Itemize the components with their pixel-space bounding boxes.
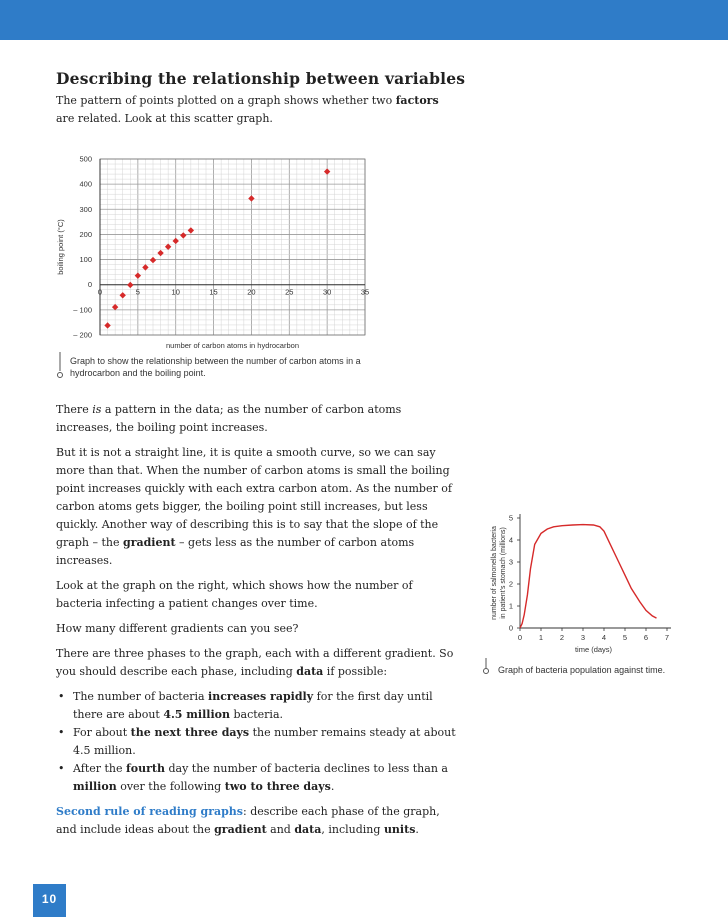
y-axis-label: boiling point (°C) [56, 219, 65, 275]
line-caption: Graph of bacteria population against time. [498, 665, 666, 675]
data-point [173, 238, 179, 244]
paragraph-3: Look at the graph on the right, which shows how the number of bacteria infecting a patient changes over time. [56, 579, 413, 610]
x-tick-label: 6 [643, 633, 649, 642]
y-tick-label: 0 [508, 623, 513, 633]
y-tick-label: 300 [79, 204, 92, 214]
y-tick-label: 0 [87, 280, 92, 290]
data-point [135, 272, 141, 278]
x-tick-label: 0 [97, 287, 103, 297]
x-tick-label: 20 [247, 287, 256, 297]
paragraph-2: But it is not a straight line, it is quite a smooth curve, so we can say more than that. When the number of carbon atoms is small the boiling point increases quickly with each extra carbon atom. As the number of carbon atoms gets bigger, the boiling point still increases, but less quickly. Another way of describing this is to say that the slope of the graph – the gradient – gets less as the number of carbon atoms increases. [56, 446, 452, 567]
x-tick-label: 2 [559, 633, 565, 642]
list-item: • For about the next three days the number remains steady at about 4.5 million. [56, 724, 458, 760]
section-heading: Describing the relationship between variables [56, 69, 466, 88]
y-tick-label: 400 [79, 179, 92, 189]
data-point [150, 257, 156, 263]
paragraph-4: How many different gradients can you see? [56, 622, 299, 635]
data-point [127, 282, 133, 288]
y-tick-label: – 100 [73, 305, 92, 315]
y-axis-label-line2: in patient's stomach (millions) [500, 527, 507, 619]
x-axis-label: time (days) [574, 645, 613, 654]
data-point [104, 322, 110, 328]
boiling-point-scatter-chart [52, 150, 382, 360]
plot-frame [97, 159, 365, 335]
data-point [248, 195, 254, 201]
y-tick-label: – 200 [73, 330, 92, 340]
bacteria-line-chart [480, 500, 680, 660]
y-tick-label: 1 [508, 601, 513, 611]
bacteria-series-line [520, 525, 657, 628]
x-tick-label: 30 [322, 287, 332, 297]
x-tick-label: 35 [360, 287, 370, 297]
header-bar [0, 0, 728, 40]
reading-rule: Second rule of reading graphs: describe each phase of the graph, and include ideas about the gradient and data, including units. [56, 805, 440, 836]
caption-marker-icon [55, 350, 65, 380]
x-tick-label: 25 [285, 287, 294, 297]
x-tick-label: 3 [580, 633, 586, 642]
data-point [324, 168, 330, 174]
data-point [157, 250, 163, 256]
y-tick-label: 4 [508, 535, 513, 545]
x-axis-label: number of carbon atoms in hydrocarbon [166, 341, 299, 350]
body-text [56, 401, 458, 846]
y-tick-label: 500 [79, 154, 92, 164]
data-point [120, 292, 126, 298]
x-tick-label: 5 [622, 633, 628, 642]
list-item: • The number of bacteria increases rapidly for the first day until there are about 4.5 million bacteria. [56, 688, 458, 724]
paragraph-5: There are three phases to the graph, each with a different gradient. So you should describe each phase, including data if possible: [56, 647, 454, 678]
y-tick-label: 2 [508, 579, 513, 589]
y-tick-label: 100 [79, 255, 92, 265]
x-tick-label: 0 [517, 633, 523, 642]
list-item: • After the fourth day the number of bacteria declines to less than a million over the following two to three days. [56, 760, 458, 796]
data-point [188, 227, 194, 233]
caption-marker-icon-2 [481, 656, 491, 678]
intro-bold-term: factors [395, 94, 439, 107]
y-axis-label-line1: number of salmonella bacteria [491, 526, 498, 620]
x-tick-label: 15 [209, 287, 218, 297]
x-tick-label: 10 [171, 287, 180, 297]
y-tick-label: 5 [508, 513, 513, 523]
x-tick-label: 5 [135, 287, 140, 297]
data-point [180, 232, 186, 238]
x-tick-label: 4 [601, 633, 607, 642]
intro-paragraph: The pattern of points plotted on a graph shows whether two factors are related. Look at this scatter graph. [56, 94, 439, 125]
x-tick-label: 1 [538, 633, 544, 642]
y-tick-label: 3 [508, 557, 513, 567]
page-number: 10 [33, 884, 66, 917]
paragraph-1: There is a pattern in the data; as the number of carbon atoms increases, the boiling point increases. [56, 403, 402, 434]
x-tick-label: 7 [664, 633, 670, 642]
phase-list [56, 688, 458, 796]
scatter-caption: Graph to show the relationship between the number of carbon atoms in a hydrocarbon and the boiling point. [70, 356, 361, 378]
y-tick-label: 200 [79, 229, 92, 239]
